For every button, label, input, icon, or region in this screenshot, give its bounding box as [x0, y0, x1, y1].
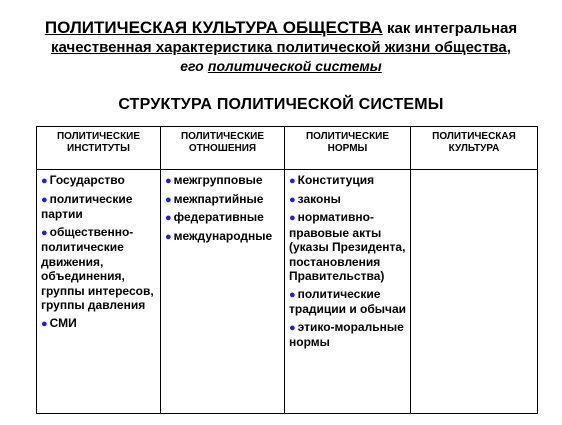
list-item-text: политические партии	[41, 191, 133, 221]
cell-institutions	[37, 170, 161, 414]
list-item-text: Конституция	[297, 173, 375, 187]
list-item	[41, 173, 158, 189]
heading-line-2	[0, 38, 562, 57]
list-item-text: законы	[297, 191, 341, 206]
heading-line-1	[0, 18, 562, 38]
heading-line-3	[0, 57, 562, 76]
slide-heading	[0, 18, 562, 76]
list-item-text: Государство	[49, 173, 125, 187]
heading-political-culture: ПОЛИТИЧЕСКАЯ КУЛЬТУРА ОБЩЕСТВА	[44, 18, 383, 37]
heading-line-1-tail: как интегральная	[386, 20, 518, 37]
bullet-icon: ●	[41, 193, 48, 206]
list-item	[41, 225, 158, 313]
list-item-text: межгрупповые	[173, 173, 263, 187]
list-item-text: этико-моральные нормы	[289, 319, 404, 349]
heading-line-3-prefix: его	[180, 58, 204, 74]
bullet-icon: ●	[289, 175, 296, 187]
cell-relations	[161, 170, 285, 414]
list-item	[289, 192, 408, 208]
list-item	[41, 192, 158, 222]
header-norms: ПОЛИТИЧЕСКИЕ НОРМЫ	[285, 127, 411, 170]
list-item-text: общественно-политические движения, объединения, группы интересов, группы давления	[41, 224, 154, 312]
heading-line-2-text: качественная характеристика политической жизни общества	[51, 39, 507, 56]
list-item	[41, 316, 158, 332]
bullet-icon: ●	[165, 175, 172, 187]
bullet-icon: ●	[289, 288, 296, 301]
bullet-icon: ●	[41, 317, 48, 330]
bullet-icon: ●	[41, 175, 48, 187]
list-item	[289, 287, 408, 317]
heading-line-2-comma: ,	[506, 39, 511, 56]
bullet-icon: ●	[289, 212, 296, 224]
bullet-icon: ●	[165, 212, 172, 224]
list-item	[289, 173, 408, 189]
list-item	[165, 229, 282, 245]
list-item-text: нормативно-правовые акты (указы Президента, постановления Правительства)	[289, 210, 406, 283]
table-body-row	[37, 170, 538, 414]
bullet-icon: ●	[165, 230, 172, 243]
list-item-text: международные	[173, 228, 273, 243]
list-item	[289, 210, 408, 284]
table-header-row	[37, 127, 538, 170]
list-item-text: политические традиции и обычаи	[289, 286, 407, 316]
bullet-icon: ●	[289, 193, 296, 206]
list-item-text: межпартийные	[173, 191, 264, 206]
list-item	[165, 192, 282, 208]
cell-norms	[285, 170, 411, 414]
header-culture: ПОЛИТИЧЕСКАЯ КУЛЬТУРА	[411, 127, 538, 170]
bullet-icon: ●	[165, 193, 172, 206]
list-item-text: федеративные	[173, 210, 264, 224]
list-item	[165, 210, 282, 226]
cell-culture	[411, 170, 538, 414]
heading-political-system: политической системы	[207, 58, 382, 74]
list-item	[289, 320, 408, 350]
list-item	[165, 173, 282, 189]
bullet-icon: ●	[41, 226, 48, 239]
structure-title: СТРУКТУРА ПОЛИТИЧЕСКОЙ СИСТЕМЫ	[118, 96, 444, 113]
header-relations: ПОЛИТИЧЕСКИЕ ОТНОШЕНИЯ	[161, 127, 285, 170]
list-item-text: СМИ	[49, 315, 77, 330]
header-institutions: ПОЛИТИЧЕСКИЕ ИНСТИТУТЫ	[37, 127, 161, 170]
bullet-icon: ●	[289, 321, 296, 334]
political-system-table	[36, 126, 538, 414]
